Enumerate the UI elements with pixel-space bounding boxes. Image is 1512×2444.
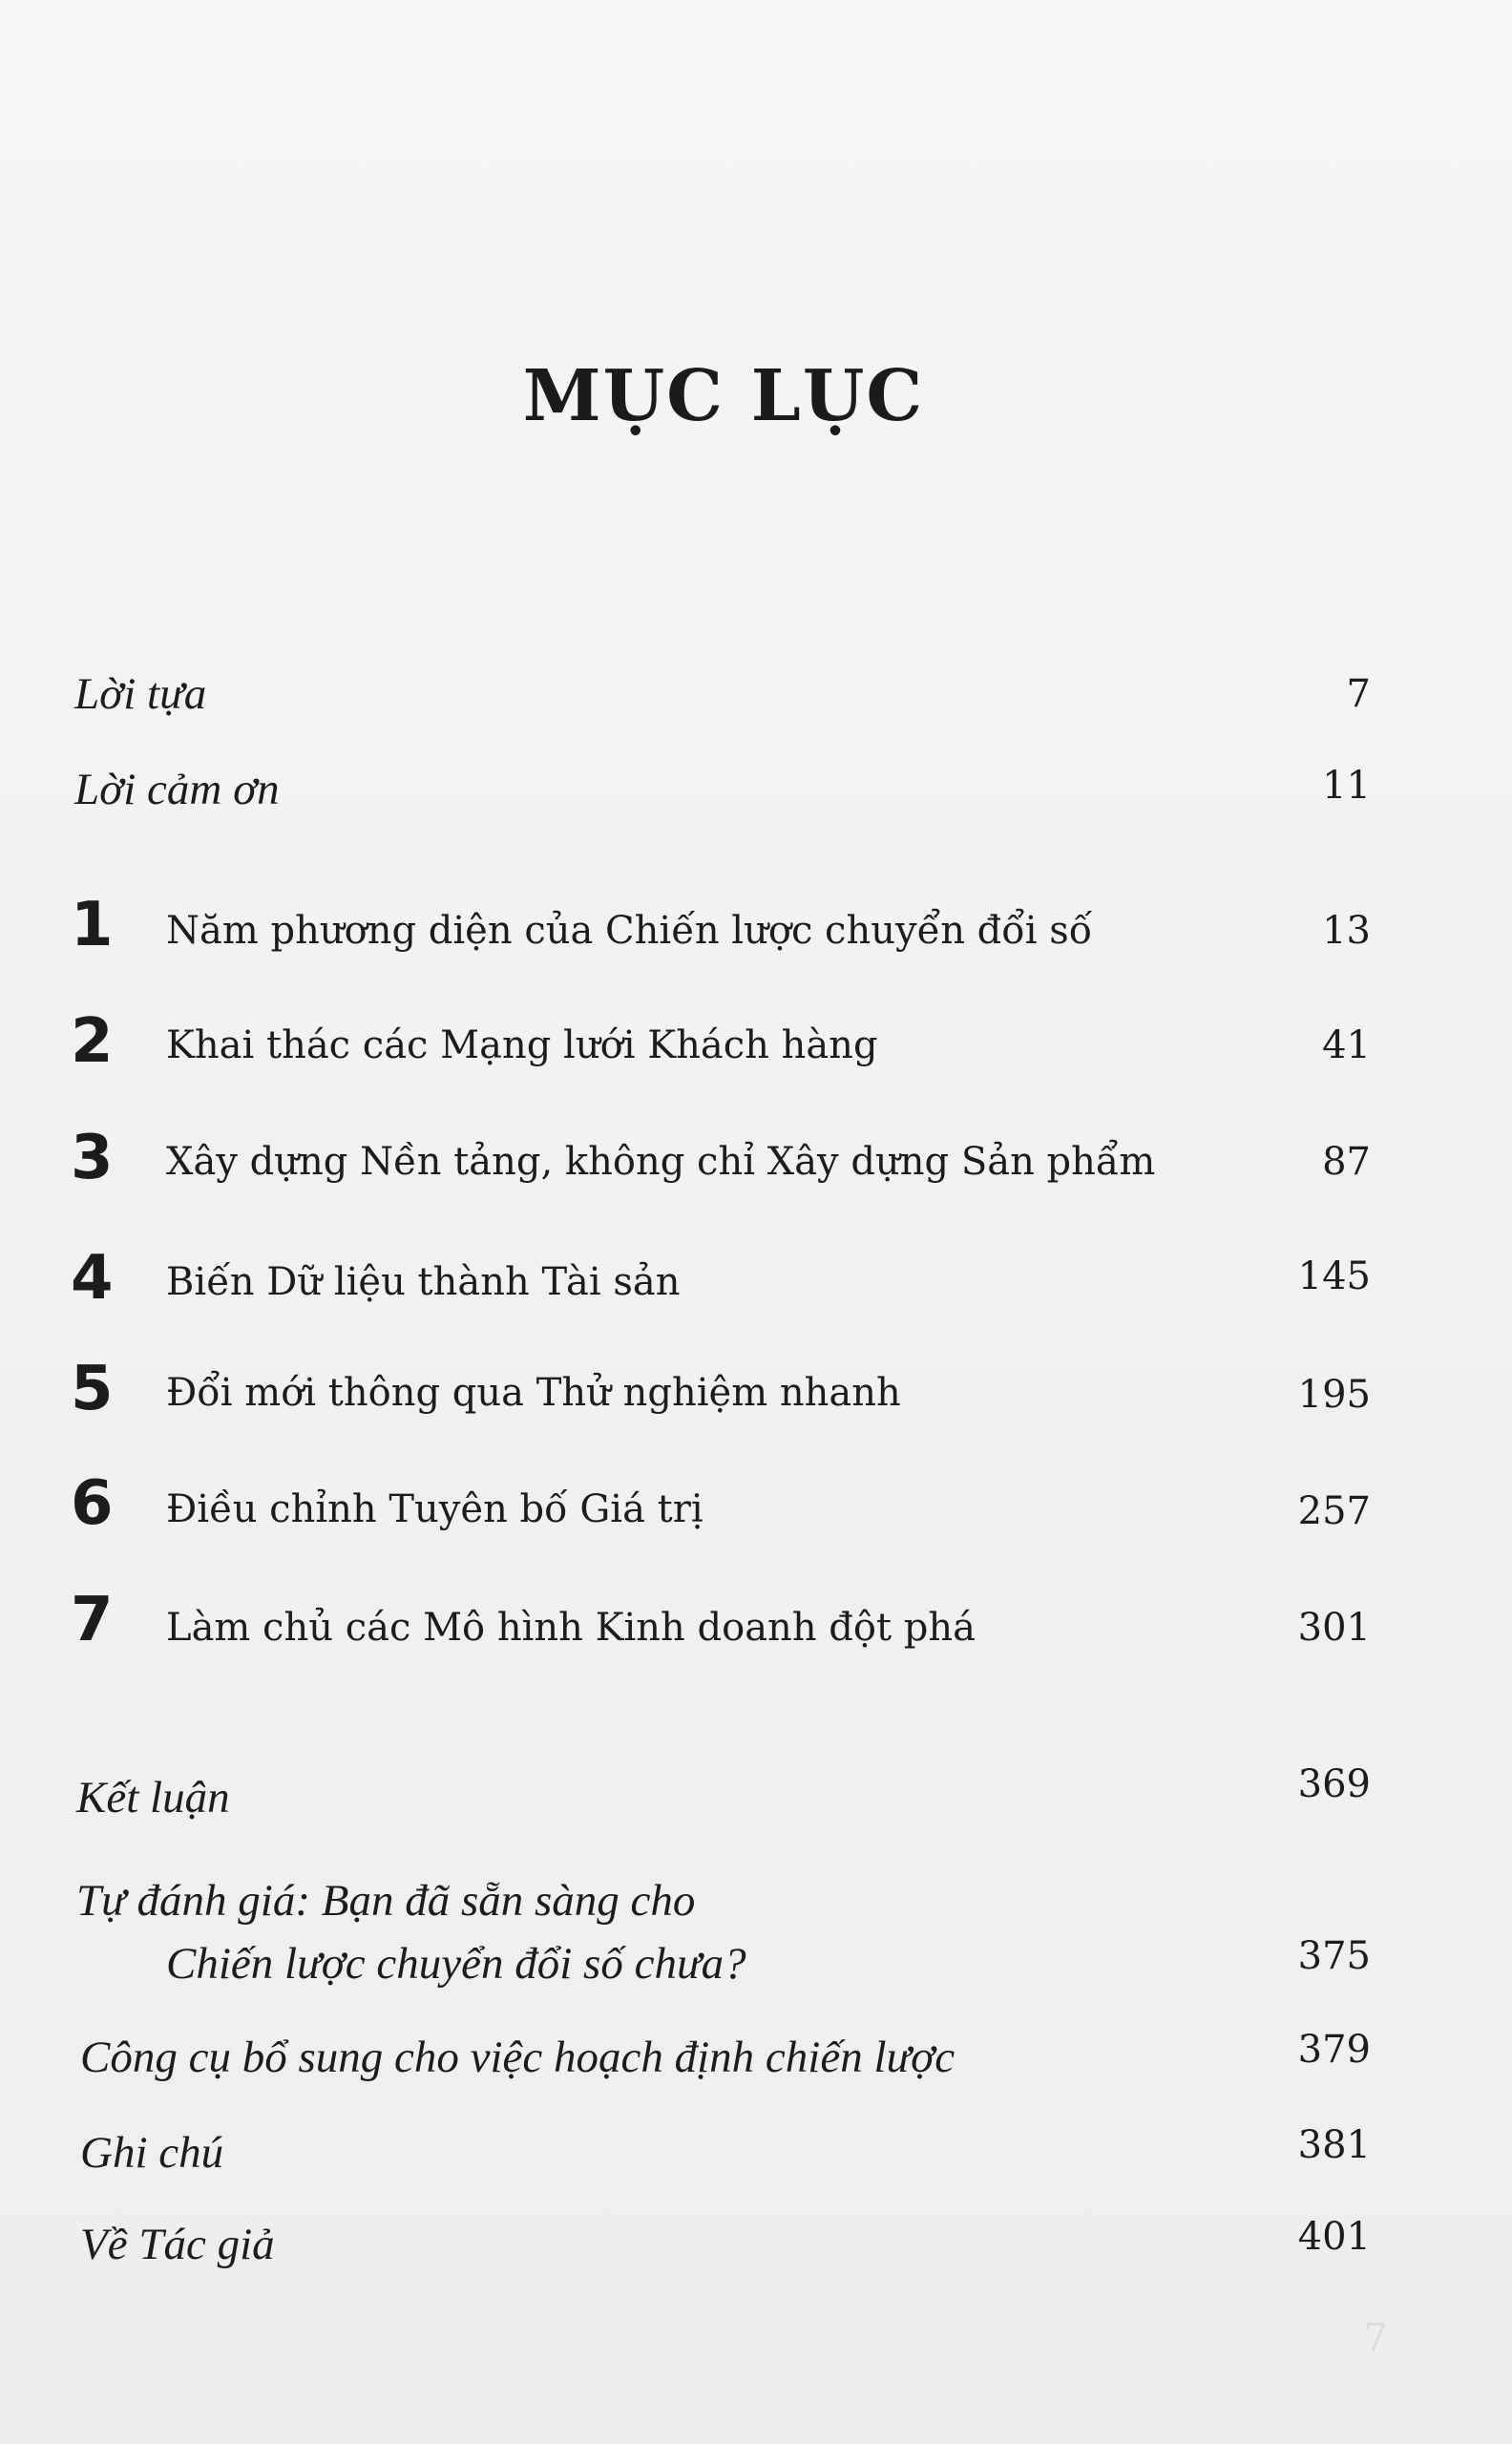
chapter-page-number: 41 [1322,1023,1371,1067]
chapter-page-number: 87 [1322,1140,1371,1184]
toc-entry-ket-luan [0,1762,1512,1846]
chapter-title: Năm phương diện của Chiến lược chuyển đổi số [166,909,1093,953]
entry-page-number: 401 [1297,2215,1371,2259]
page-title: MỤC LỤC [522,355,925,437]
entry-label: Kết luận [76,1773,230,1822]
chapter-page-number: 301 [1297,1606,1371,1650]
toc-entry-loi-tua [0,668,1512,745]
toc-chapter-1 [0,890,1512,974]
entry-page-number: 7 [1346,672,1371,716]
chapter-page-number: 195 [1297,1373,1371,1417]
chapter-number: 6 [71,1468,114,1539]
entry-page-number: 379 [1297,2028,1371,2072]
entry-label: Công cụ bổ sung cho việc hoạch định chiến lược [80,2033,956,2082]
chapter-title: Xây dựng Nền tảng, không chỉ Xây dựng Sản phẩm [166,1140,1156,1184]
chapter-page-number: 13 [1322,909,1371,953]
entry-label-line1: Tự đánh giá: Bạn đã sẵn sàng cho [76,1876,696,1926]
toc-entry-cong-cu [0,2028,1512,2108]
chapter-number: 5 [71,1354,114,1424]
chapter-title: Điều chỉnh Tuyên bố Giá trị [166,1487,704,1531]
entry-label: Ghi chú [80,2128,224,2178]
chapter-number: 7 [71,1585,114,1655]
chapter-number: 2 [71,1006,114,1077]
page-folio: 7 [1363,2316,1388,2360]
chapter-title: Làm chủ các Mô hình Kinh doanh đột phá [166,1606,976,1650]
toc-entry-loi-cam-on [0,764,1512,840]
toc-chapter-4 [0,1243,1512,1323]
toc-entry-tu-danh-gia [0,1875,1512,2018]
chapter-number: 1 [71,890,114,960]
toc-chapter-5 [0,1354,1512,1440]
chapter-title: Đổi mới thông qua Thử nghiệm nhanh [166,1371,901,1415]
toc-entry-ve-tac-gia [0,2215,1512,2295]
chapter-number: 4 [71,1243,114,1314]
entry-page-number: 369 [1297,1762,1371,1806]
chapter-title: Khai thác các Mạng lưới Khách hàng [166,1023,878,1067]
entry-page-number: 381 [1297,2123,1371,2167]
toc-chapter-7 [0,1585,1512,1673]
chapter-page-number: 145 [1297,1254,1371,1298]
entry-page-number: 11 [1322,764,1371,808]
toc-entry-ghi-chu [0,2123,1512,2203]
entry-label: Lời tựa [74,669,207,719]
entry-page-number: 375 [1297,1934,1371,1978]
toc-chapter-2 [0,1006,1512,1090]
chapter-number: 3 [71,1123,114,1193]
entry-label: Lời cảm ơn [74,765,280,814]
chapter-page-number: 257 [1297,1489,1371,1533]
entry-label: Về Tác giả [80,2220,275,2269]
chapter-title: Biến Dữ liệu thành Tài sản [166,1260,681,1304]
toc-chapter-3 [0,1123,1512,1207]
toc-chapter-6 [0,1468,1512,1556]
entry-label-line2: Chiến lược chuyển đổi số chưa? [166,1939,746,1989]
